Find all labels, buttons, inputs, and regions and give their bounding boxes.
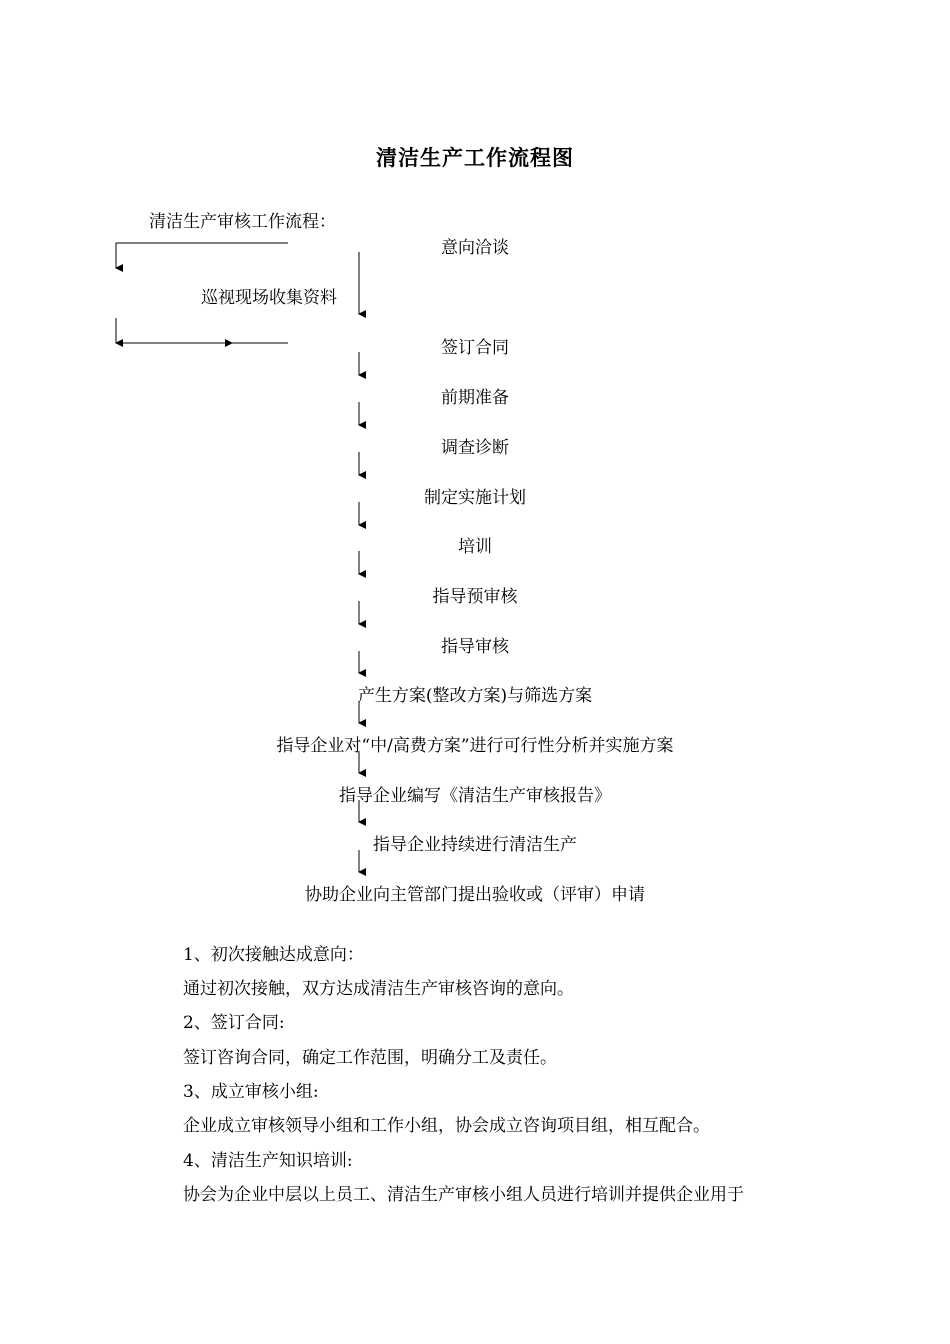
flow-step-4: 调查诊断 xyxy=(441,438,509,458)
flow-step-2: 签订合同 xyxy=(441,338,509,358)
section-2-body: 签订咨询合同，确定工作范围，明确分工及责任。 xyxy=(183,1048,557,1068)
section-3-heading: 3、成立审核小组: xyxy=(183,1082,319,1102)
page-title: 清洁生产工作流程图 xyxy=(376,145,574,170)
flow-step-8: 指导审核 xyxy=(441,637,509,657)
flow-step-7: 指导预审核 xyxy=(432,587,518,607)
section-1-body: 通过初次接触，双方达成清洁生产审核咨询的意向。 xyxy=(183,979,574,999)
section-2-heading: 2、签订合同: xyxy=(183,1013,285,1033)
loop-connector-bottom xyxy=(116,318,288,343)
section-3-body: 企业成立审核领导小组和工作小组，协会成立咨询项目组，相互配合。 xyxy=(183,1116,710,1136)
flow-step-6: 培训 xyxy=(458,537,492,557)
flow-step-12: 指导企业持续进行清洁生产 xyxy=(373,835,577,855)
flow-subtitle: 清洁生产审核工作流程： xyxy=(149,212,336,232)
flow-step-10: 指导企业对“中/高费方案”进行可行性分析并实施方案 xyxy=(276,736,674,756)
flow-step-13: 协助企业向主管部门提出验收或（评审）申请 xyxy=(305,885,645,905)
section-4-body: 协会为企业中层以上员工、清洁生产审核小组人员进行培训并提供企业用于 xyxy=(183,1185,744,1205)
section-1-heading: 1、初次接触达成意向： xyxy=(183,945,364,965)
flow-step-1: 意向洽谈 xyxy=(441,238,509,258)
flow-step-9: 产生方案(整改方案)与筛选方案 xyxy=(357,686,593,706)
flow-step-3: 前期准备 xyxy=(441,388,509,408)
flow-step-5: 制定实施计划 xyxy=(424,488,526,508)
flow-step-11: 指导企业编写《清洁生产审核报告》 xyxy=(339,786,611,806)
section-4-heading: 4、清洁生产知识培训: xyxy=(183,1151,353,1171)
flow-side-step: 巡视现场收集资料 xyxy=(201,288,337,308)
loop-connector-top xyxy=(116,243,288,268)
